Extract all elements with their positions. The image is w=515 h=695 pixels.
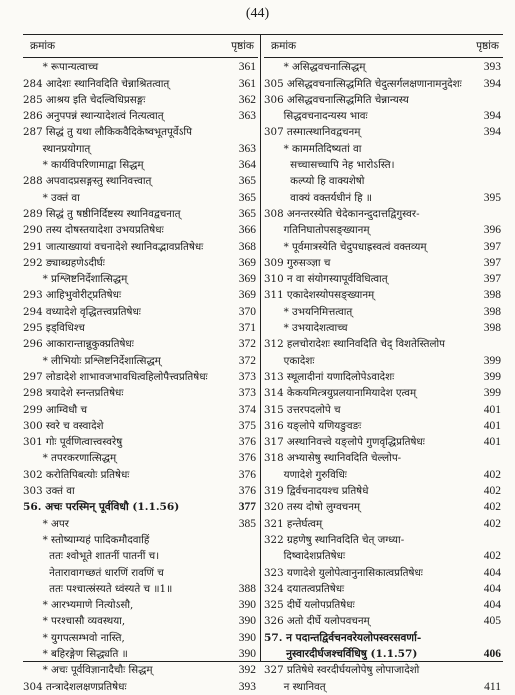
entry-page-number: 390 [238, 615, 256, 628]
index-entry-row [23, 320, 258, 336]
entry-page-number: 405 [483, 615, 501, 628]
index-entry-row [264, 613, 503, 629]
entry-page-number: 377 [238, 501, 256, 514]
entry-page-number: 402 [483, 550, 501, 563]
entry-page-number: 368 [238, 240, 256, 253]
entry-text: 293 आहिभुवोरीट्प्रतिषेधः [23, 289, 122, 302]
index-entry-row [264, 303, 503, 319]
entry-page-number: 373 [238, 387, 256, 400]
entry-text: * युगपत्सम्भवो नास्ति, [23, 631, 125, 644]
entry-page-number: 372 [238, 338, 256, 351]
index-entry-row [23, 124, 258, 140]
entry-page-number: 402 [483, 501, 501, 514]
index-entry-row [264, 336, 503, 352]
index-entry-row [23, 548, 258, 564]
right-rows [264, 58, 503, 695]
index-entry-row [23, 385, 258, 401]
left-rows [23, 58, 258, 695]
left-header-serial-label: क्रमांक [30, 40, 56, 52]
index-entry-row [264, 59, 503, 75]
entry-text: * उभयनिमित्तत्वात् [264, 305, 353, 318]
right-header [264, 35, 503, 58]
entry-text: सच्चासच्चापि नेह भारोऽस्ति। [264, 159, 395, 172]
entry-text: 299 आम्विधौ च [23, 403, 87, 416]
index-entry-row [264, 287, 503, 303]
entry-text: 287 सिद्धं तु यथा लौकिकवैदिकेष्वभूतपूर्वेऽपि [23, 126, 192, 139]
index-entry-row [264, 662, 503, 678]
entry-text: * कार्यविपरिणामाद्वा सिद्धम् [23, 159, 144, 172]
entry-page-number: 370 [238, 305, 256, 318]
entry-page-number: 398 [483, 305, 501, 318]
index-entry-row [23, 466, 258, 482]
index-entry-row [23, 140, 258, 156]
entry-page-number: 376 [238, 452, 256, 465]
entry-page-number: 401 [483, 419, 501, 432]
entry-text: 323 यणादेशे युलोपेत्वानुनासिकात्वप्रतिषेधः [264, 566, 423, 579]
index-entry-row [264, 515, 503, 531]
index-entry-row [264, 124, 503, 140]
index-entry-row [23, 483, 258, 499]
entry-text: 326 अतो दीर्घे यलोपवचनम् [264, 615, 370, 628]
index-entry-row [264, 173, 503, 189]
index-entry-row [23, 646, 258, 662]
entry-text: 322 ग्रहणेषु स्थानिवदिति चेत् जग्ध्या- [264, 533, 405, 546]
entry-text: स्थानप्रयोगात् [23, 142, 91, 155]
index-entry-row [23, 287, 258, 303]
left-header-page-label: पृष्ठांक [231, 40, 254, 52]
entry-page-number: 390 [238, 647, 256, 660]
index-entry-row [23, 418, 258, 434]
entry-text: * काममतिदिष्यतां वा [264, 142, 362, 155]
entry-text: नेतारावागच्छतं धारणिं रावणिं च [23, 566, 164, 579]
index-entry-row [23, 92, 258, 108]
entry-page-number: 411 [484, 680, 501, 693]
index-entry-row [23, 189, 258, 205]
entry-page-number: 404 [483, 582, 501, 595]
entry-text: * उक्तं वा [23, 191, 80, 204]
index-entry-row [264, 222, 503, 238]
entry-text: 297 लोडादेशे शाभावजभावधित्वहिलोपैत्त्वप्रतिषेधः [23, 370, 208, 383]
entry-text: 309 गुरुसञ्ज्ञा च [264, 256, 331, 269]
entry-page-number: 369 [238, 273, 256, 286]
entry-page-number: 388 [238, 582, 256, 595]
entry-page-number: 401 [483, 436, 501, 449]
entry-text: * अचः पूर्वविज्ञानादैचौः सिद्धम् [23, 664, 153, 677]
entry-page-number: 390 [238, 631, 256, 644]
entry-text: 316 यङ्लोपे यणियङुवङः [264, 419, 362, 432]
entry-text: यणादेशे गुरुविधिः [264, 468, 347, 481]
entry-page-number: 372 [238, 354, 256, 367]
entry-text: न स्थानिवत् [264, 680, 326, 693]
index-entry-row [264, 238, 503, 254]
entry-text: 56. अचः परस्मिन् पूर्वविधौ (1.1.56) [23, 501, 180, 514]
entry-page-number: 385 [238, 517, 256, 530]
entry-text: * असिद्धवचनात्सिद्धम् [264, 61, 366, 74]
entry-text: 286 अनुपपन्नं स्थान्यादेशत्वं नित्यत्वात् [23, 110, 164, 123]
index-entry-row [23, 271, 258, 287]
index-entry-row [23, 434, 258, 450]
entry-text: 304 तन्त्रादेशलक्षणप्रतिषेधः [23, 680, 127, 693]
entry-text: 311 एकादेशस्योपसङ्ख्यानम् [264, 289, 375, 302]
entry-text: 288 अपवादप्रसङ्गस्तु स्थानिवत्त्वात् [23, 175, 152, 188]
entry-page-number: 364 [238, 159, 256, 172]
index-entry-row [264, 157, 503, 173]
entry-page-number: 365 [238, 207, 256, 220]
index-entry-row [23, 255, 258, 271]
entry-text: 319 द्विर्वचनादयश्च प्रतिषेधे [264, 485, 369, 498]
index-entry-row [23, 222, 258, 238]
index-entry-row [23, 629, 258, 645]
index-entry-row [23, 336, 258, 352]
entry-page-number: 365 [238, 175, 256, 188]
index-entry-row [23, 75, 258, 91]
entry-page-number: 369 [238, 289, 256, 302]
entry-page-number: 399 [483, 354, 501, 367]
entry-page-number: 375 [238, 419, 256, 432]
entry-page-number: 399 [483, 370, 501, 383]
entry-text: 303 उक्तं वा [23, 485, 75, 498]
index-entry-row [23, 352, 258, 368]
index-entry-row [23, 401, 258, 417]
entry-page-number: 402 [483, 468, 501, 481]
entry-text: * बहिरङ्गेण सिद्ध्यति ॥ [23, 647, 128, 660]
entry-text: 327 प्रतिषेधे स्वरदीर्घयलोपेषु लोपाजादेशो [264, 664, 420, 677]
entry-page-number: 369 [238, 256, 256, 269]
index-entry-row [23, 303, 258, 319]
entry-text: 315 उत्तरपदलोपे च [264, 403, 341, 416]
index-entry-row [23, 613, 258, 629]
entry-page-number: 394 [483, 126, 501, 139]
right-column [264, 35, 503, 695]
entry-text: 298 त्रयादेशे स्नन्तप्रतिषेधः [23, 387, 124, 400]
index-entry-row [23, 108, 258, 124]
index-entry-row [23, 238, 258, 254]
entry-page-number: 373 [238, 370, 256, 383]
entry-text: कल्प्यो हि वाक्यशेषो [264, 175, 365, 188]
entry-text: 312 हलचोरादेशः स्थानिवदिति चेद् विशतेस्तिलोप [264, 338, 445, 351]
index-entry-row [264, 564, 503, 580]
index-entry-row [264, 581, 503, 597]
entry-page-number: 393 [238, 680, 256, 693]
entry-text: 290 तस्य दोषस्तयादेशा उभयप्रतिषेधः [23, 224, 164, 237]
index-entry-row [264, 108, 503, 124]
entry-page-number: 397 [483, 273, 501, 286]
entry-text: 314 केकयमित्त्रयुप्रलयानामियादेश एत्वम् [264, 387, 417, 400]
entry-text: 284 आदेशः स्थानिवदिति चेन्नाश्रितत्वात् [23, 77, 170, 90]
entry-text: * उभयादेशत्वाच्च [264, 322, 348, 335]
left-column [23, 35, 258, 695]
entry-page-number: 392 [238, 664, 256, 677]
index-entry-row [264, 385, 503, 401]
entry-text: 295 इड्विधिश्च [23, 322, 85, 335]
entry-text: 296 आकारान्तान्नुकुक्प्रतिषेधः [23, 338, 134, 351]
index-entry-row [23, 450, 258, 466]
index-entry-row [23, 581, 258, 597]
entry-text: एकादेशः [264, 354, 315, 367]
entry-text: 325 दीर्घे यलोपप्रतिषेधः [264, 599, 355, 612]
index-entry-row [264, 352, 503, 368]
entry-text: 313 स्थूलादीनां यणादिलोपेऽवादेशः [264, 370, 395, 383]
entry-text: * परश्चासौ व्यवस्थया, [23, 615, 126, 628]
entry-text: 306 असिद्धवचनात्सिद्धमिति चेन्नान्यस्य [264, 93, 409, 106]
entry-page-number: 376 [238, 436, 256, 449]
left-header [23, 35, 258, 58]
index-entry-row [264, 678, 503, 694]
entry-text: 301 गोः पूर्वणित्वात्त्वस्वरेषु [23, 436, 123, 449]
entry-text: 320 तस्य दोषो लुग्वचनम् [264, 501, 361, 514]
entry-page-number: 376 [238, 468, 256, 481]
entry-text: ततः श्वोभूते शातनीं पातनीं च। [23, 550, 160, 563]
entry-page-number: 401 [483, 403, 501, 416]
index-entry-row [23, 206, 258, 222]
entry-text: गतिनिघातोपसङ्ख्यानम् [264, 224, 370, 237]
index-entry-row [23, 678, 258, 694]
entry-page-number: 399 [483, 387, 501, 400]
page-number: (44) [245, 6, 270, 21]
entry-page-number: 371 [238, 322, 256, 335]
entry-page-number: 361 [238, 61, 256, 74]
index-entry-row [264, 271, 503, 287]
index-entry-row [264, 418, 503, 434]
index-entry-row [23, 59, 258, 75]
entry-text: 318 अभ्यासेषु स्थानिवदिति चेल्लोप- [264, 452, 402, 465]
entry-page-number: 398 [483, 289, 501, 302]
index-entry-row [264, 450, 503, 466]
entry-text: * आरभ्यमाणे नित्योऽसौ, [23, 599, 134, 612]
entry-text: 292 ङ्याब्ग्रहणेऽदीर्घः [23, 256, 105, 269]
entry-page-number: 394 [483, 110, 501, 123]
entry-text: सिद्धवचनादन्यस्य भावः [264, 110, 368, 123]
entry-text: नुस्वारदीर्घजश्चर्विधिषु (1.1.57) [264, 647, 418, 660]
index-entry-row [23, 173, 258, 189]
index-entry-row [264, 401, 503, 417]
index-entry-row [264, 320, 503, 336]
column-divider [260, 35, 261, 661]
index-entry-row [23, 515, 258, 531]
entry-text: 308 अनन्तरस्येति चेदेकानन्दुदात्तद्विगुस्वर- [264, 207, 420, 220]
entry-text: * रूपान्यत्वाच्च [23, 61, 99, 74]
entry-page-number: 361 [238, 77, 256, 90]
entry-page-number: 393 [483, 61, 501, 74]
index-entry-row [264, 499, 503, 515]
entry-page-number: 397 [483, 256, 501, 269]
entry-text: 300 स्वरे च वस्वादेशे [23, 419, 104, 432]
entry-page-number: 362 [238, 93, 256, 106]
index-entry-row [264, 92, 503, 108]
index-entry-row [264, 75, 503, 91]
index-entry-row [23, 369, 258, 385]
sutra-heading-row [23, 499, 258, 515]
entry-page-number: 406 [483, 647, 501, 660]
entry-page-number: 402 [483, 485, 501, 498]
entry-page-number: 396 [483, 224, 501, 237]
index-entry-row [264, 140, 503, 156]
entry-page-number: 365 [238, 191, 256, 204]
entry-page-number: 395 [483, 191, 501, 204]
entry-page-number: 394 [483, 77, 501, 90]
entry-text: * स्तोष्याम्यहं पादिकमौदवाहिं [23, 533, 150, 546]
entry-text: * पूर्वमात्रस्येति चेदुपधाह्रस्वत्वं वक्तव्यम् [264, 240, 427, 253]
entry-text: ततः पश्चात्स्रंस्यते ध्वंस्यते च ॥1॥ [23, 582, 173, 595]
entry-text: * अपर [23, 517, 69, 530]
entry-page-number: 397 [483, 240, 501, 253]
index-entry-row [23, 157, 258, 173]
entry-page-number: 398 [483, 322, 501, 335]
entry-page-number: 363 [238, 142, 256, 155]
index-entry-row [23, 662, 258, 678]
index-entry-row [264, 597, 503, 613]
entry-page-number: 366 [238, 224, 256, 237]
index-entry-row [264, 369, 503, 385]
sutra-heading-row [264, 646, 503, 662]
entry-text: 305 असिद्धवचनात्सिद्धमिति चेदुत्सर्गलक्षणानामनुदेशः [264, 77, 462, 90]
index-entry-row [264, 532, 503, 548]
entry-text: दिष्वादेशप्रतिषेधः [264, 550, 346, 563]
index-entry-row [264, 483, 503, 499]
index-entry-row [23, 597, 258, 613]
entry-text: 302 करोतिपिबत्योः प्रतिषेधः [23, 468, 130, 481]
entry-text: 57. न पदान्तद्विर्वचनवरेयलोपस्वरसवर्णा- [264, 631, 422, 644]
entry-text: 289 सिद्धं तु षष्ठीनिर्दिष्टस्य स्थानिवद्वचनात् [23, 207, 181, 220]
entry-page-number: 376 [238, 485, 256, 498]
index-entry-row [23, 564, 258, 580]
index-entry-row [264, 548, 503, 564]
entry-page-number: 363 [238, 110, 256, 123]
entry-page-number: 390 [238, 599, 256, 612]
entry-text: 294 वध्यादेशे वृद्धितत्त्वप्रतिषेधः [23, 305, 141, 318]
entry-text: 310 न वा संयोगस्यापूर्वविधित्वात् [264, 273, 388, 286]
index-entry-row [264, 255, 503, 271]
entry-page-number: 404 [483, 599, 501, 612]
entry-text: * प्रश्लिष्टनिर्देशात्सिद्धम् [23, 273, 128, 286]
index-table [23, 34, 503, 693]
entry-text: * लीभियोः प्रश्लिष्टनिर्देशात्सिद्धम् [23, 354, 161, 367]
entry-text: 307 तस्मात्स्थानिवद्वचनम् [264, 126, 361, 139]
entry-text: 324 दयातत्वप्रतिषेधः [264, 582, 345, 595]
entry-text: वाक्यं वक्तर्यधीनं हि ॥ [264, 191, 372, 204]
entry-text: * तपरकरणात्सिद्धम् [23, 452, 117, 465]
index-entry-row [264, 189, 503, 205]
entry-page-number: 404 [483, 566, 501, 579]
entry-page-number: 374 [238, 403, 256, 416]
entry-text: 291 जात्याख्यायां वचनादेशे स्थानिवद्भावप्रतिषेधः [23, 240, 204, 253]
index-entry-row [264, 206, 503, 222]
right-header-page-label: पृष्ठांक [476, 40, 499, 52]
right-header-serial-label: क्रमांक [271, 40, 297, 52]
entry-text: 321 हन्तेर्घत्वम् [264, 517, 323, 530]
entry-text: 317 अस्थानिवत्त्वे यङ्लोपे गुणवृद्धिप्रतिषेधः [264, 436, 425, 449]
index-entry-row [23, 532, 258, 548]
sutra-heading-row [264, 629, 503, 645]
index-entry-row [264, 466, 503, 482]
entry-text: 285 आश्रय इति चेदल्विधिप्रसङ्गः [23, 93, 146, 106]
entry-page-number: 402 [483, 517, 501, 530]
index-entry-row [264, 434, 503, 450]
